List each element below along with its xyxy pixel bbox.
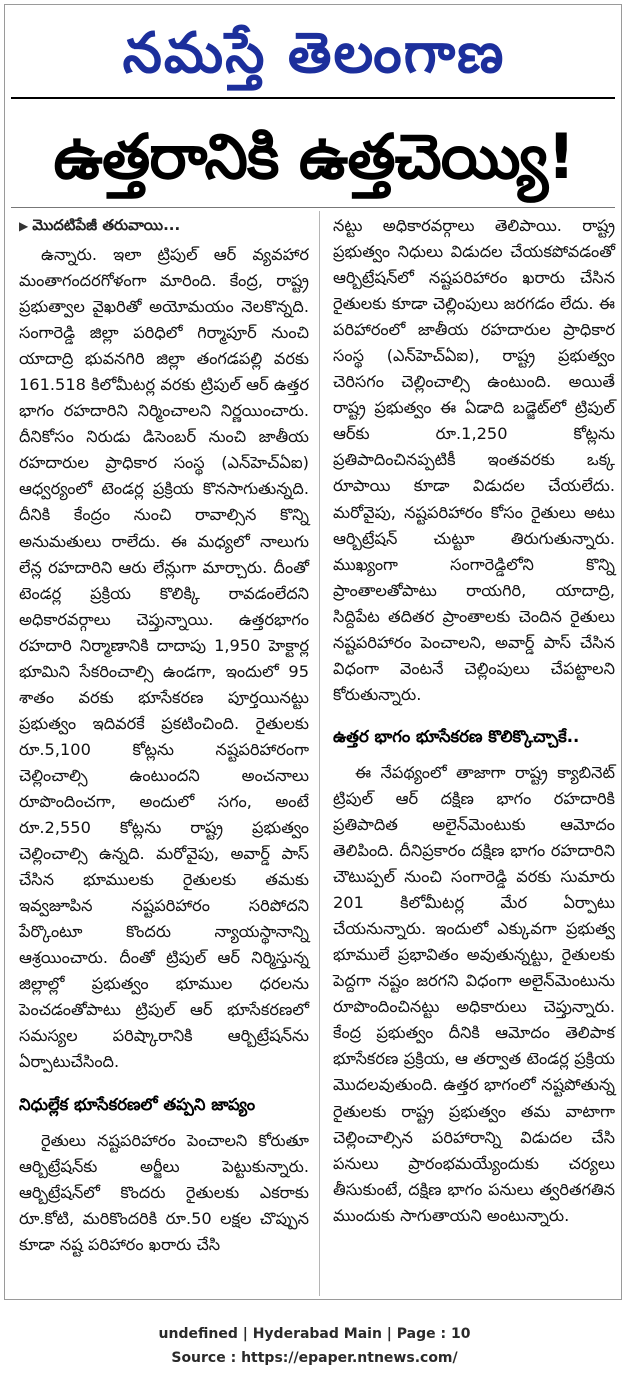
article-subheading: నిధుల్లేక భూసేకరణలో తప్పని జాప్యం <box>19 1094 256 1114</box>
article-paragraph: ఈ నేపథ్యంలో తాజాగా రాష్ట్ర క్యాబినెట్ ట్రిపుల్ ఆర్ దక్షిణ భాగం రహదారికి ప్రతిపాదిత అలైన్‌మెంటుకు ఆమోదం తెలిపింది. దీనిప్రకారం దక్షిణ భాగం రహదారిని చౌటుప్పల్ నుంచి సంగారెడ్డి వరకు సుమారు 201 కిలోమీటర్ల మేర ఏర్పాటు చేయనున్నారు. ఇందులో ఎక్కువగా ప్రభుత్వ భూములే ప్రభావితం అవుతున్నట్టు, రైతులకు పెద్దగా నష్టం జరగని విధంగా అలైన్‌మెంటును రూపొందించినట్టు అధికారులు చెప్తున్నారు. కేంద్ర ప్రభుత్వం దీనికి ఆమోదం తెలిపాక భూసేకరణ ప్రక్రియ, ఆ తర్వాత టెండర్ల ప్రక్రియ మొదలవుతుంది. ఉత్తర భాగంలో నష్టపోతున్న రైతులకు రాష్ట్ర ప్రభుత్వం తమ వాటాగా చెల్లించాల్సిన పరిహారాన్ని విడుదల చేసి పనులు ప్రారంభమయ్యేందుకు చర్యలు తీసుకుంటే, దక్షిణ భాగం పనులు త్వరితగతిన ముందుకు సాగుతాయని అంటున్నారు. <box>333 762 615 1225</box>
article-column-left <box>19 213 309 1258</box>
article-column-right <box>333 213 615 1229</box>
page-info-footer: undefined | Hyderabad Main | Page : 10 <box>158 1326 471 1342</box>
article-headline: ఉత్తరానికి ఉత్తచెయ్యి! <box>53 120 575 193</box>
article-paragraph: ఉన్నారు. ఇలా ట్రిపుల్ ఆర్ వ్యవహార మంతాగందరగోళంగా మారింది. కేంద్ర, రాష్ట్ర ప్రభుత్వాల వైఖరితో అయోమయం నెలకొన్నది. సంగారెడ్డి జిల్లా పరిధిలో గిర్మాపూర్ నుంచి యాదాద్రి భువనగిరి జిల్లా తంగడపల్లి వరకు 161.518 కిలోమీటర్ల వరకు ట్రిపుల్ ఆర్ ఉత్తర భాగం రహదారిని నిర్మించాలని నిర్ణయించారు. దీనికోసం నిరుడు డిసెంబర్ నుంచి జాతీయ రహదారుల ప్రాధికార సంస్థ (ఎన్‌హెచ్‌ఏఐ) ఆధ్వర్యంలో టెండర్ల ప్రక్రియ కొనసాగుతున్నది. దీనికి కేంద్రం నుంచి రావాల్సిన కొన్ని అనుమతులు రాలేదు. ఈ మధ్యలో నాలుగు లేన్ల రహదారిని ఆరు లేన్లుగా మార్చారు. దీంతో టెండర్ల ప్రక్రియ కొలిక్కి రావడంలేదని అధికారవర్గాలు చెప్తున్నాయి. ఉత్తరభాగం రహదారి నిర్మాణానికి దాదాపు 1,950 హెక్టార్ల భూమిని సేకరించాల్సి ఉండగా, ఇందులో 95 శాతం వరకు భూసేకరణ పూర్తయినట్టు ప్రభుత్వం ఇదివరకే ప్రకటించింది. రైతులకు రూ.5,100 కోట్లను నష్టపరిహారంగా చెల్లించాల్సి ఉంటుందని అంచనాలు రూపొందించగా, అందులో సగం, అంటే రూ.2,550 కోట్లను రాష్ట్ర ప్రభుత్వం చెల్లించాల్సి ఉన్నది. మరోవైపు, అవార్డ్ పాస్ చేసిన భూములకు రైతులకు తమకు ఇవ్వజూపిన నష్టపరిహారం సరిపోదని పేర్కొంటూ కొందరు న్యాయస్థానాన్ని ఆశ్రయించారు. దీంతో ట్రిపుల్ ఆర్ నిర్మిస్తున్న జిల్లాల్లో ప్రభుత్వం భూముల ధరలను పెంచడంతోపాటు ట్రిపుల్ ఆర్ భూసేకరణలో సమస్యల పరిష్కారానికి ఆర్బిట్రేషన్‌ను ఏర్పాటుచేసింది. <box>19 245 309 1072</box>
column-divider <box>319 211 320 1296</box>
article-paragraph: రైతులు నష్టపరిహారం పెంచాలని కోరుతూ ఆర్బిట్రేషన్‌కు అర్జీలు పెట్టుకున్నారు. ఆర్బిట్రేషన్‌లో కొందరు రైతులకు ఎకరాకు రూ.కోటి, మరికొందరికి రూ.50 లక్షల చొప్పున కూడా నష్ట పరిహారం ఖరారు చేసి <box>19 1130 309 1254</box>
headline-divider <box>11 207 615 208</box>
news-clipping <box>4 4 622 1300</box>
article-paragraph: నట్టు అధికారవర్గాలు తెలిపాయి. రాష్ట్ర ప్రభుత్వం నిధులు విడుదల చేయకపోవడంతో ఆర్బిట్రేషన్‌లో నష్టపరిహారం ఖరారు చేసిన రైతులకు కూడా చెల్లింపులు జరగడం లేదు. ఈ పరిహారంలో జాతీయ రహదారుల ప్రాధికార సంస్థ (ఎన్‌హెచ్‌ఏఐ), రాష్ట్ర ప్రభుత్వం చెరిసగం చెల్లించాల్సి ఉంటుంది. అయితే రాష్ట్ర ప్రభుత్వం ఈ ఏడాది బడ్జెట్‌లో ట్రిపుల్ ఆర్‌కు రూ.1,250 కోట్లను ప్రతిపాదించినప్పటికీ ఇంతవరకు ఒక్క రూపాయి కూడా విడుదల చేయలేదు. మరోవైపు, నష్టపరిహారం కోసం రైతులు అటు ఆర్బిట్రేషన్ చుట్టూ తిరుగుతున్నారు. ముఖ్యంగా సంగారెడ్డిలోని కొన్ని ప్రాంతాలతోపాటు రాయగిరి, యాదాద్రి, సిద్దిపేట తదితర ప్రాంతాలకు చెందిన రైతులు నష్టపరిహారం పెంచాలని, అవార్డ్ పాస్ చేసిన విధంగా వెంటనే చెల్లింపులు చేపట్టాలని కోరుతున్నారు. <box>333 216 615 704</box>
article-subheading: ఉత్తర భాగం భూసేకరణ కొలిక్కొచ్చాకే.. <box>333 726 580 746</box>
kicker-text: మొదటిపేజీ తరువాయి... <box>32 216 181 234</box>
triangle-right-icon: ▶ <box>19 219 29 233</box>
source-link[interactable]: Source : https://epaper.ntnews.com/ <box>171 1350 458 1366</box>
continuation-kicker <box>19 213 309 238</box>
masthead-divider <box>11 97 615 99</box>
newspaper-masthead: నమస్తే తెలంగాణ <box>122 20 506 86</box>
